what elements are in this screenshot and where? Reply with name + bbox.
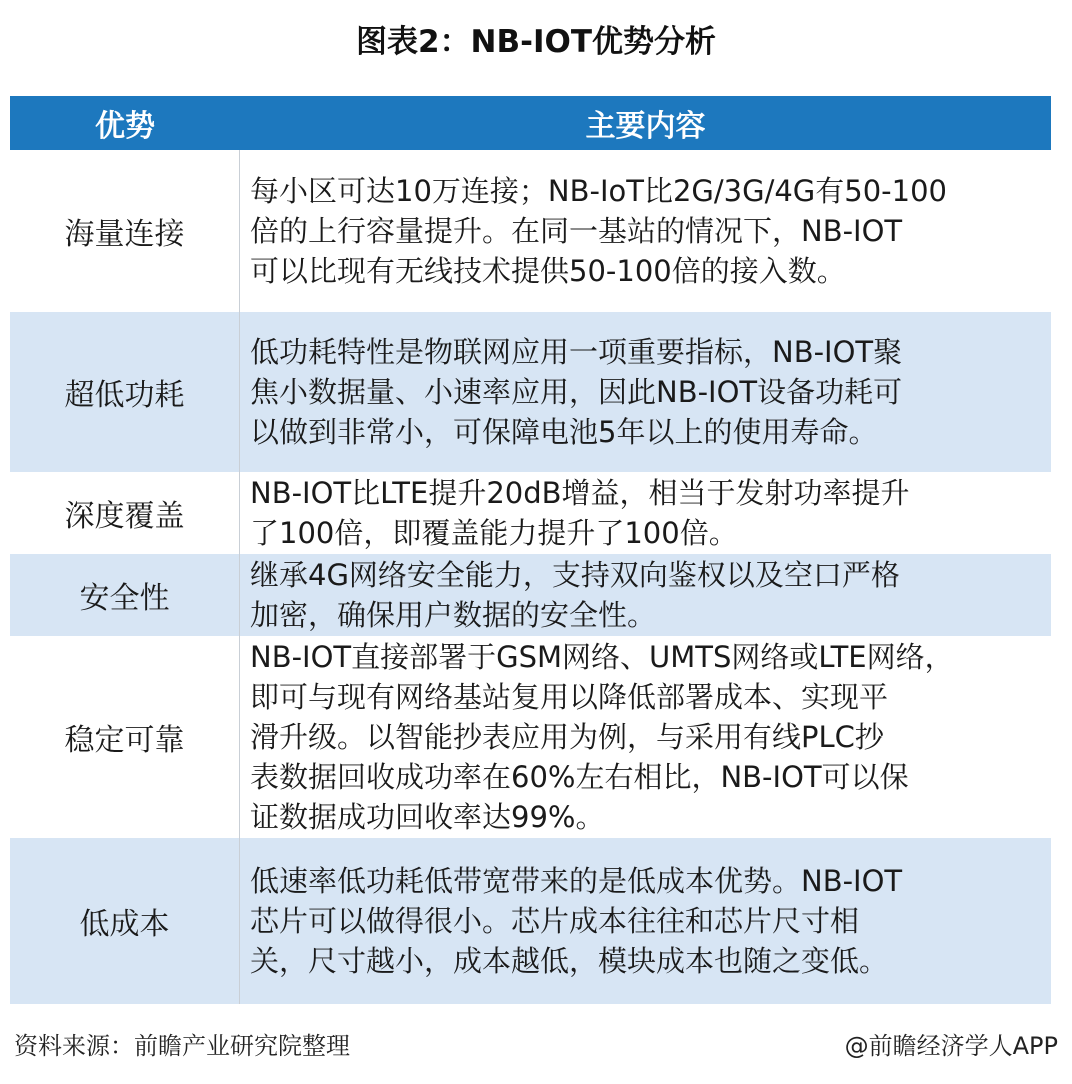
- row-content: 每小区可达10万连接；NB-IoT比2G/3G/4G有50-100 倍的上行容量提升。在同一基站的情况下，NB-IOT 可以比现有无线技术提供50-100倍的接入数。: [250, 174, 947, 288]
- row-advantage: 深度覆盖: [10, 472, 240, 554]
- advantage-table: [10, 96, 1051, 1004]
- row-content: NB-IOT比LTE提升20dB增益，相当于发射功率提升 了100倍，即覆盖能力提升了100倍。: [250, 476, 910, 550]
- table-row: [10, 838, 1051, 1004]
- header-advantage: 优势: [95, 109, 155, 144]
- row-advantage: 海量连接: [10, 150, 240, 312]
- header-content: 主要内容: [585, 109, 706, 144]
- row-advantage: 安全性: [10, 554, 240, 636]
- table-row: [10, 312, 1051, 472]
- row-content: 低速率低功耗低带宽带来的是低成本优势。NB-IOT 芯片可以做得很小。芯片成本往往和芯片尺寸相 关，尺寸越小，成本越低，模块成本也随之变低。: [250, 864, 903, 978]
- table-row: [10, 636, 1051, 838]
- table-row: [10, 472, 1051, 554]
- credit-note: @前瞻经济学人APP: [844, 1032, 1058, 1060]
- row-advantage: 超低功耗: [10, 312, 240, 472]
- row-advantage: 稳定可靠: [10, 636, 240, 838]
- table-header: [10, 96, 1051, 150]
- chart-title: 图表2：NB-IOT优势分析: [355, 24, 717, 60]
- row-content: NB-IOT直接部署于GSM网络、UMTS网络或LTE网络， 即可与现有网络基站复用以降低部署成本、实现平 滑升级。以智能抄表应用为例，与采用有线PLC抄 表数据回收成功率在60%左右相比，NB-IOT可以保 证数据成功回收率达99%。: [250, 640, 954, 834]
- row-content: 继承4G网络安全能力，支持双向鉴权以及空口严格 加密，确保用户数据的安全性。: [250, 558, 900, 632]
- table-row: [10, 150, 1051, 312]
- table-row: [10, 554, 1051, 636]
- source-note: 资料来源：前瞻产业研究院整理: [14, 1032, 350, 1060]
- row-advantage: 低成本: [10, 838, 240, 1004]
- row-content: 低功耗特性是物联网应用一项重要指标，NB-IOT聚 焦小数据量、小速率应用，因此NB-IOT设备功耗可 以做到非常小，可保障电池5年以上的使用寿命。: [250, 335, 903, 449]
